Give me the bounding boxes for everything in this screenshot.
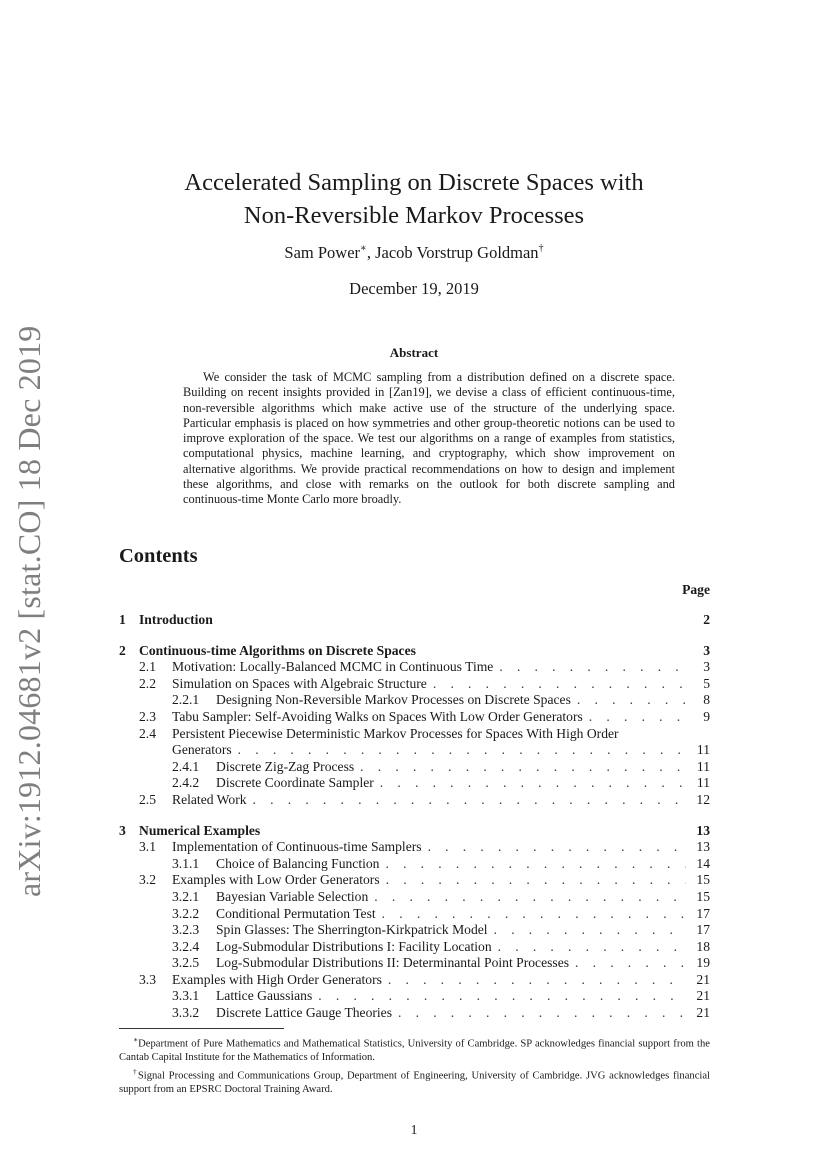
- toc-entry[interactable]: [119, 823, 710, 840]
- toc-page: 17: [696, 922, 710, 938]
- toc-entry[interactable]: [119, 988, 710, 1005]
- toc-leader-dots: [398, 1005, 686, 1022]
- title-line-1: Accelerated Sampling on Discrete Spaces with: [184, 169, 644, 196]
- toc-page: 2: [703, 612, 710, 627]
- toc-entry[interactable]: [119, 692, 710, 709]
- toc-title: Introduction: [139, 612, 213, 627]
- footnote-1: [119, 1033, 710, 1065]
- toc-title: Bayesian Variable Selection: [216, 888, 369, 904]
- toc-number: 3.2.1: [172, 888, 200, 904]
- toc-page: 8: [703, 692, 710, 708]
- toc-entry[interactable]: [119, 872, 710, 889]
- toc-page: 11: [696, 742, 710, 758]
- toc-number: 2.4: [139, 725, 156, 741]
- toc-title: Discrete Coordinate Sampler: [216, 775, 374, 791]
- author-sam-power: Sam Power: [284, 243, 361, 262]
- toc-leader-dots: [577, 692, 686, 709]
- toc-page: 11: [696, 775, 710, 791]
- toc-title: Simulation on Spaces with Algebraic Structure: [172, 675, 427, 691]
- toc-number: 2.2: [139, 675, 156, 691]
- toc-number: 2.5: [139, 791, 156, 807]
- arxiv-identifier-stamp: arXiv:1912.04681v2 [stat.CO] 18 Dec 2019: [11, 325, 47, 897]
- toc-title: Log-Submodular Distributions II: Determinantal Point Processes: [216, 955, 570, 971]
- toc-page: 19: [696, 955, 710, 971]
- footnote-1-text: Department of Pure Mathematics and Mathematical Statistics, University of Cambridge. SP acknowledges financial support from the Cantab Capital Institute for the Mathematics of Information.: [119, 1038, 710, 1064]
- toc-number: 3.1.1: [172, 855, 200, 871]
- toc-title: Discrete Lattice Gauge Theories: [216, 1005, 393, 1021]
- toc-entry[interactable]: [119, 955, 710, 972]
- toc-page: 13: [696, 839, 710, 855]
- abstract-heading: Abstract: [389, 345, 439, 360]
- footnote-1-mark: ∗: [133, 1035, 139, 1044]
- toc-number: 2.3: [139, 708, 156, 724]
- toc-title: Related Work: [172, 791, 247, 807]
- toc-page: 3: [703, 659, 710, 675]
- toc-page: 11: [696, 758, 710, 774]
- toc-number: 2.4.2: [172, 775, 200, 791]
- toc-leader-dots: [238, 742, 686, 759]
- toc-entry[interactable]: [119, 972, 710, 989]
- toc-entry[interactable]: [119, 906, 710, 923]
- paper-title: [150, 166, 678, 232]
- toc-number: 3.2.4: [172, 938, 200, 954]
- toc-title: Numerical Examples: [139, 822, 261, 838]
- toc-number: 3.2.3: [172, 922, 200, 938]
- author-separator: ,: [366, 243, 376, 262]
- page-number: 1: [410, 1122, 418, 1137]
- toc-entry[interactable]: [119, 659, 710, 676]
- author1-footnote-mark: ∗: [360, 242, 367, 254]
- toc-page: 3: [703, 642, 710, 658]
- toc-entry[interactable]: [119, 759, 710, 776]
- toc-page: 17: [696, 905, 710, 921]
- toc-page: 15: [696, 888, 710, 904]
- toc-page: 5: [703, 675, 710, 691]
- footnote-2-mark: †: [133, 1066, 138, 1076]
- toc-title: Choice of Balancing Function: [216, 855, 380, 871]
- toc-number: 2.1: [139, 659, 156, 675]
- footnote-rule: [119, 1028, 284, 1029]
- toc-leader-dots: [494, 922, 686, 939]
- footnote-2: [119, 1065, 710, 1097]
- toc-number: 3.3.1: [172, 988, 200, 1004]
- toc-number: 2.4.1: [172, 758, 200, 774]
- toc-leader-dots: [433, 676, 686, 693]
- abstract-body: We consider the task of MCMC sampling from a distribution defined on a discrete space. Building on recent insights provided in [Zan19], we devise a class of efficient continuous-time, non-reversible algorithms which make active use of the structure of the underlying space. Particular emphasis is placed on how symmetries and other group-theoretic notions can be used to improve exploration of the space. We test our algorithms on a range of examples from statistics, computational physics, machine learning, and cryptography, which show improvement on alternative algorithms. We provide practical recommendations on how to design and implement these algorithms, and close with remarks on the outlook for both discrete sampling and continuous-time Monte Carlo more broadly.: [183, 370, 675, 507]
- footnote-2-text: Signal Processing and Communications Group, Department of Engineering, University of Cambridge. JVG acknowledges financial support from an EPSRC Doctoral Training Award.: [119, 1070, 710, 1095]
- toc-title: Examples with Low Order Generators: [172, 872, 380, 888]
- toc-entry[interactable]: [119, 922, 710, 939]
- toc-title: Designing Non-Reversible Markov Processes on Discrete Spaces: [216, 692, 571, 708]
- contents-heading: Contents: [119, 545, 198, 567]
- toc-leader-dots: [318, 988, 686, 1005]
- toc-number: 3.3.2: [172, 1005, 200, 1021]
- toc-leader-dots: [385, 856, 686, 873]
- toc-leader-dots: [253, 792, 686, 809]
- toc-number: 1: [119, 612, 126, 627]
- title-line-2: Non-Reversible Markov Processes: [243, 202, 585, 229]
- toc-leader-dots: [589, 709, 686, 726]
- toc-title: Log-Submodular Distributions I: Facility Location: [216, 938, 492, 954]
- toc-page: 15: [696, 872, 710, 888]
- toc-number: 3.1: [139, 839, 156, 855]
- toc-leader-dots: [386, 872, 686, 889]
- toc-leader-dots: [382, 906, 686, 923]
- toc-leader-dots: [360, 759, 686, 776]
- toc-title: Lattice Gaussians: [216, 988, 313, 1004]
- toc-page: 13: [696, 822, 710, 838]
- toc-page: 21: [696, 988, 710, 1004]
- toc-title: Continuous-time Algorithms on Discrete Spaces: [139, 642, 416, 658]
- toc-entry[interactable]: [119, 889, 710, 906]
- toc-title: Motivation: Locally-Balanced MCMC in Continuous Time: [172, 659, 494, 675]
- toc-page: 21: [696, 971, 710, 987]
- toc-entry[interactable]: [119, 939, 710, 956]
- toc-leader-dots: [428, 839, 686, 856]
- toc-number: 3: [119, 822, 126, 838]
- toc-leader-dots: [499, 659, 686, 676]
- toc-entry[interactable]: [119, 676, 710, 693]
- toc-leader-dots: [380, 775, 686, 792]
- toc-entry[interactable]: [119, 726, 710, 743]
- toc-title: Discrete Zig-Zag Process: [216, 758, 355, 774]
- toc-title: Implementation of Continuous-time Samplers: [172, 839, 422, 855]
- toc-number: 3.3: [139, 971, 156, 987]
- toc-leader-dots: [374, 889, 686, 906]
- author-jacob-goldman: Jacob Vorstrup Goldman: [375, 243, 539, 262]
- toc-page: 18: [696, 938, 710, 954]
- toc-title: Examples with High Order Generators: [172, 971, 382, 987]
- toc-title: Tabu Sampler: Self-Avoiding Walks on Spaces With Low Order Generators: [172, 708, 583, 724]
- toc-number: 2: [119, 642, 126, 658]
- page-column-heading: Page: [682, 582, 710, 597]
- toc-page: 14: [696, 855, 710, 871]
- toc-page: 9: [703, 708, 710, 724]
- toc-entry[interactable]: [119, 1005, 710, 1022]
- toc-title: Conditional Permutation Test: [216, 905, 376, 921]
- toc-number: 3.2.5: [172, 955, 200, 971]
- toc-leader-dots: [575, 955, 686, 972]
- toc-number: 2.2.1: [172, 692, 200, 708]
- toc-number: 3.2.2: [172, 905, 200, 921]
- toc-page: 12: [696, 791, 710, 807]
- toc-entry[interactable]: [119, 775, 710, 792]
- toc-entry[interactable]: [119, 856, 710, 873]
- toc-entry[interactable]: [119, 709, 710, 726]
- toc-entry-continuation[interactable]: [119, 742, 710, 759]
- toc-page: 21: [696, 1005, 710, 1021]
- table-of-contents: [119, 612, 710, 1022]
- toc-entry[interactable]: [119, 839, 710, 856]
- paper-date: December 19, 2019: [349, 279, 479, 298]
- toc-entry[interactable]: [119, 792, 710, 809]
- toc-title: Spin Glasses: The Sherrington-Kirkpatrick Model: [216, 922, 488, 938]
- toc-number: 3.2: [139, 872, 156, 888]
- toc-title: Persistent Piecewise Deterministic Markov Processes for Spaces With High Order: [172, 725, 619, 741]
- author-list: [150, 243, 678, 263]
- toc-leader-dots: [498, 939, 686, 956]
- footnotes: [119, 1033, 710, 1096]
- toc-entry[interactable]: [119, 612, 710, 629]
- toc-leader-dots: [388, 972, 686, 989]
- author2-footnote-mark: †: [538, 242, 544, 254]
- toc-entry[interactable]: [119, 643, 710, 660]
- toc-title-continuation: Generators: [172, 742, 232, 758]
